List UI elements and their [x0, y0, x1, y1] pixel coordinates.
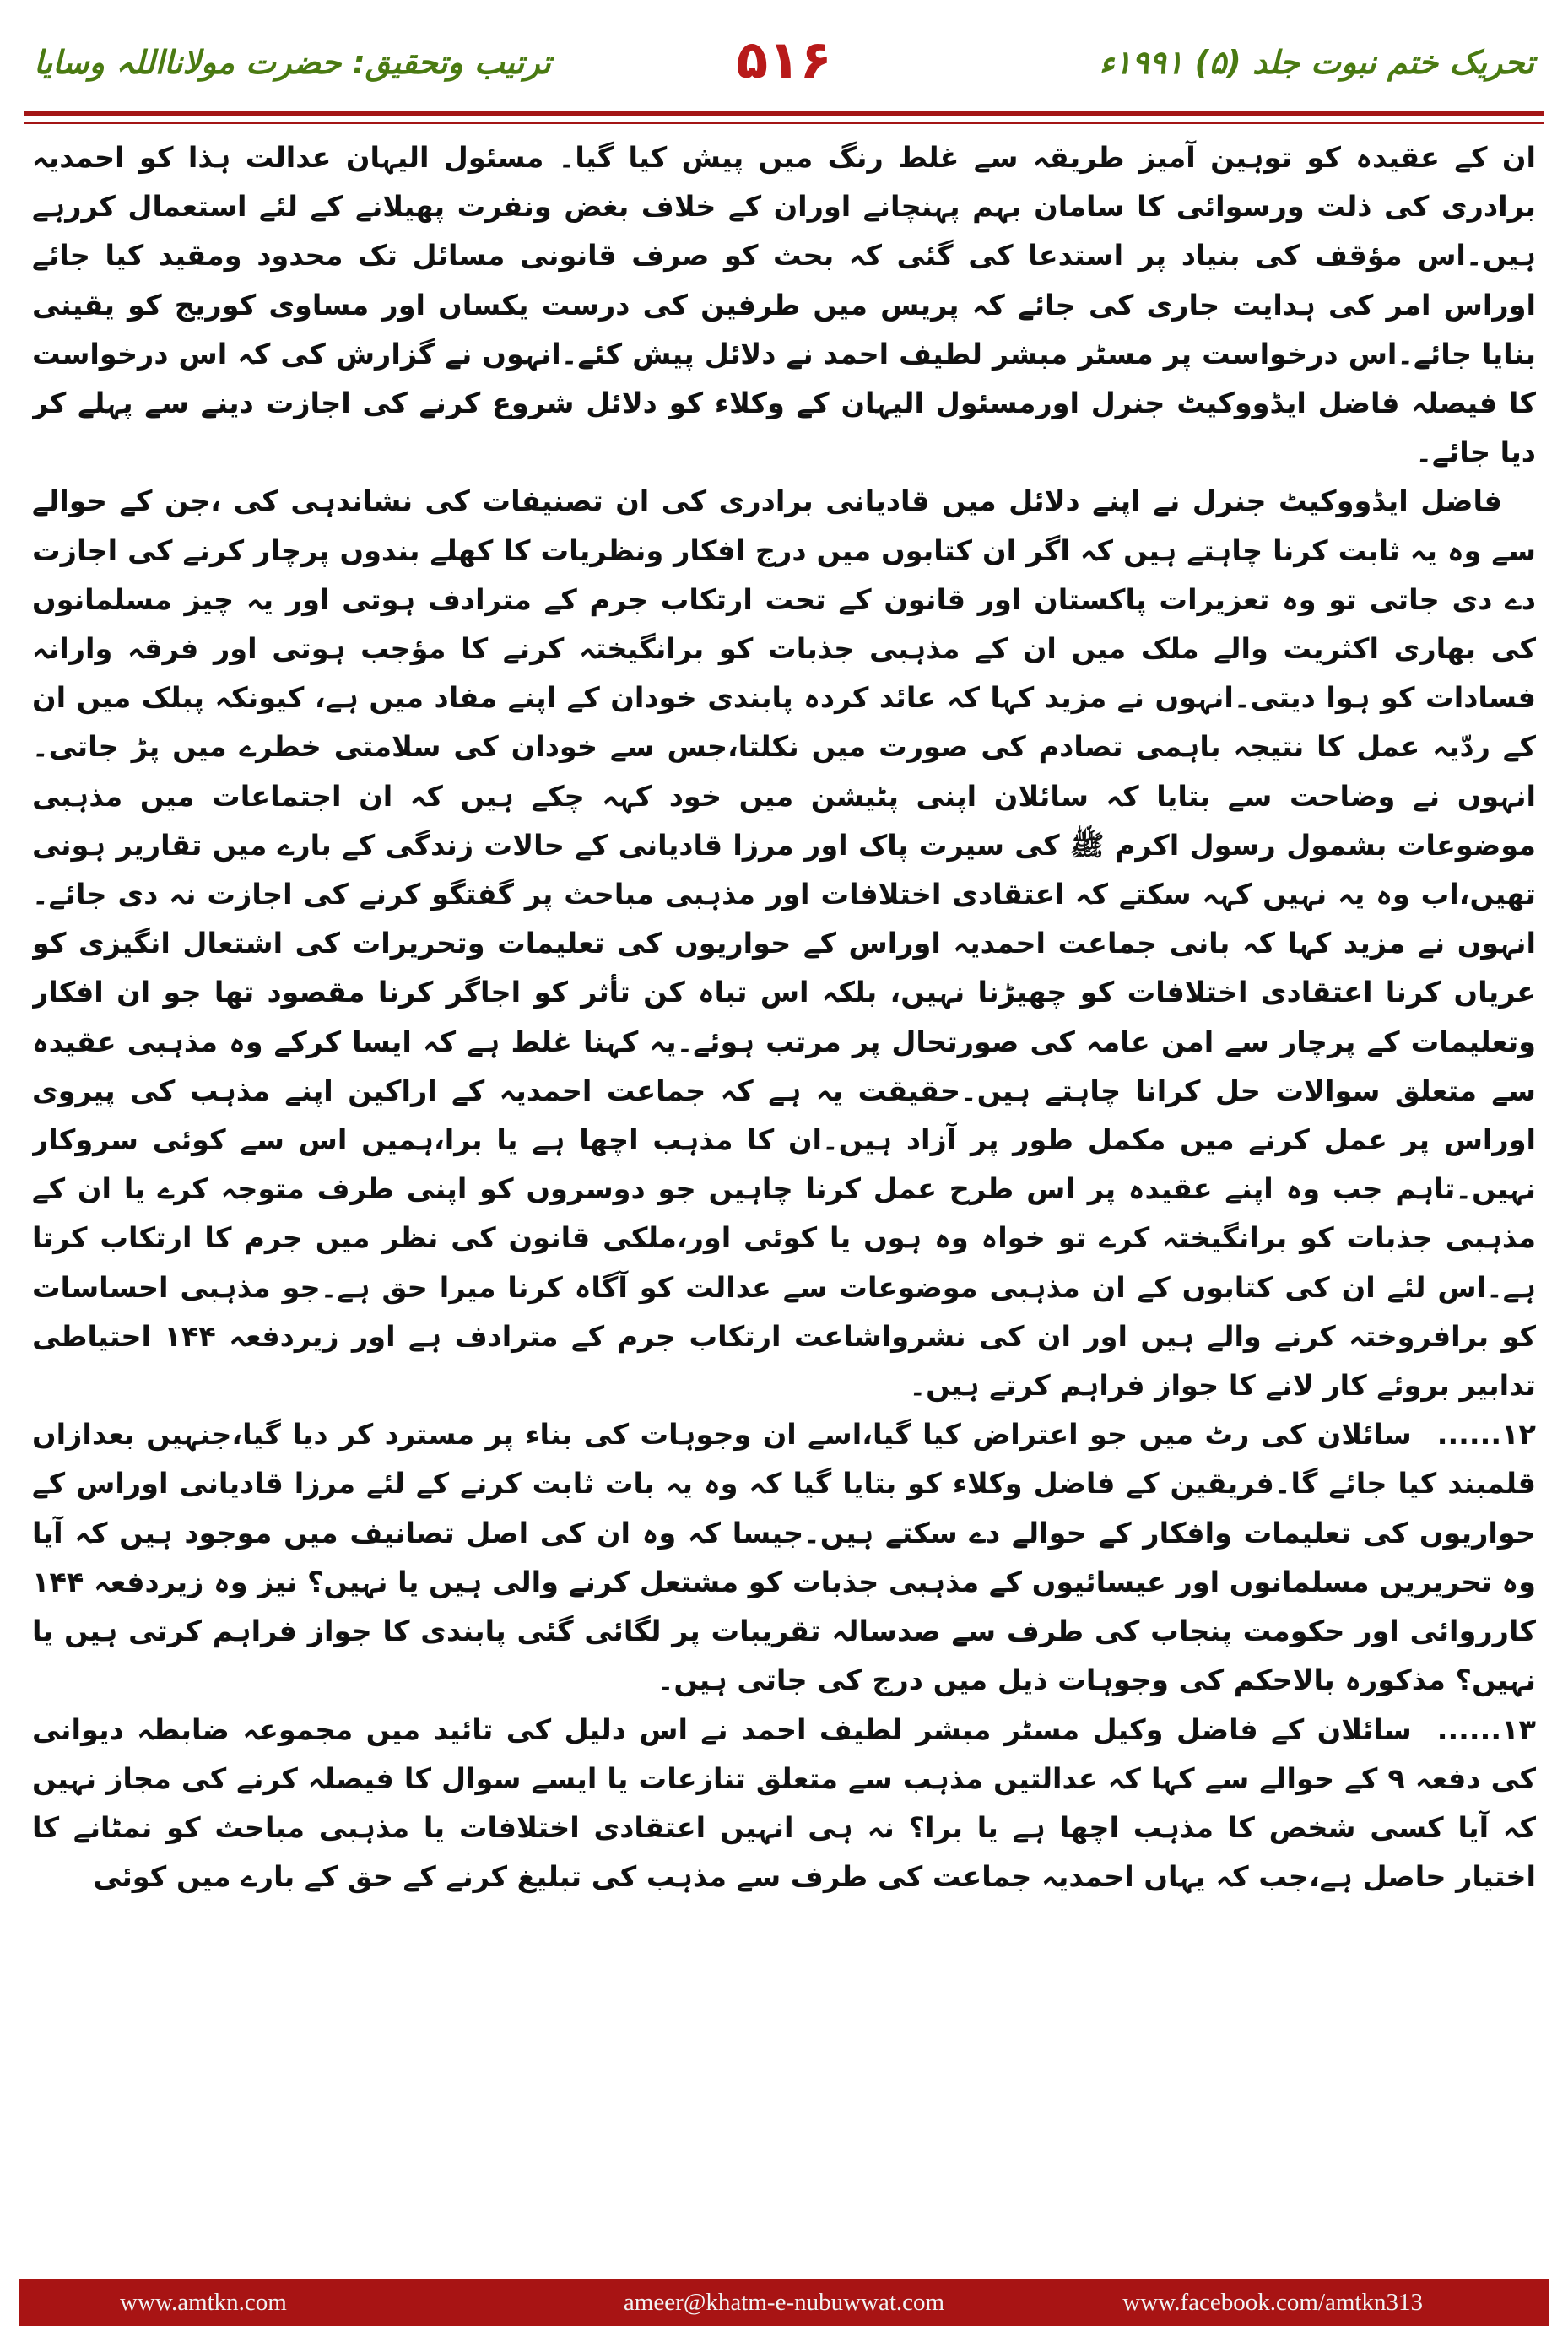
email-link[interactable]: ameer@khatm-e-nubuwwat.com [623, 2289, 945, 2316]
item-number: ۱۳...... [1436, 1712, 1536, 1746]
footer-bar [19, 2279, 1549, 2326]
page-number: ۵۱۶ [736, 29, 832, 90]
facebook-link[interactable]: www.facebook.com/amtkn313 [1122, 2289, 1423, 2316]
item-text: سائلان کے فاضل وکیل مسٹر مبشر لطیف احمد نے اس دلیل کی تائید میں مجموعہ ضابطہ دیوانی کی دفعہ ۹ کے حوالے سے کہا کہ عدالتیں مذہب سے متعلق تنازعات یا ایسے سوال کا فیصلہ کرنے کی مجاز نہیں کہ آیا کسی شخص کا مذہب اچھا ہے یا برا؟ نہ ہی انہیں اعتقادی اختلافات یا مذہبی مباحث کو نمٹانے کا اختیار حاصل ہے،جب کہ یہاں احمدیہ جماعت کی طرف سے مذہب کی تبلیغ کرنے کے حق کے بارے میں کوئی [32, 1712, 1536, 1894]
item-text: سائلان کی رٹ میں جو اعتراض کیا گیا،اسے ان وجوہات کی بناء پر مسترد کر دیا گیا،جنہیں بعدازاں قلمبند کیا جائے گا۔فریقین کے فاضل وکلاء کو بتایا گیا کہ وہ یہ بات ثابت کرنے کے لئے مرزا قادیانی اوراس کے حواریوں کی تعلیمات وافکار کے حوالے دے سکتے ہیں۔جیسا کہ وہ ان کی اصل تصانیف میں موجود ہیں کہ آیا وہ تحریریں مسلمانوں اور عیسائیوں کے مذہبی جذبات کو مشتعل کرنے والی ہیں یا نہیں؟ نیز وہ زیردفعہ ۱۴۴ کارروائی اور حکومت پنجاب کی طرف سے صدسالہ تقریبات پر لگائی گئی پابندی کا جواز فراہم کرتی ہیں یا نہیں؟ مذکورہ بالاحکم کی وجوہات ذیل میں درج کی جاتی ہیں۔ [32, 1418, 1536, 1697]
compiler-credit: ترتیب وتحقیق: حضرت مولانااللہ وسایا [34, 44, 551, 81]
paragraph-1: ان کے عقیدہ کو توہین آمیز طریقہ سے غلط رنگ میں پیش کیا گیا۔ مسئول الیہان عدالت ہذا کو احمدیہ برادری کی ذلت ورسوائی کا سامان بہم پہنچانے اوران کے خلاف بغض ونفرت پھیلانے کے لئے استعمال کررہے ہیں۔اس مؤقف کی بنیاد پر استدعا کی گئی کہ بحث کو صرف قانونی مسائل تک محدود ومقید کیا جائے اوراس امر کی ہدایت جاری کی جائے کہ پریس میں طرفین کی درست یکساں اور مساوی کوریج کو یقینی بنایا جائے۔اس درخواست پر مسٹر مبشر لطیف احمد نے دلائل پیش کئے۔انہوں نے گزارش کی کہ اس درخواست کا فیصلہ فاضل ایڈووکیٹ جنرل اورمسئول الیہان کے وکلاء کو دلائل شروع کرنے کی اجازت دینے سے پہلے کر دیا جائے۔ [32, 141, 1536, 469]
paragraph-2: فاضل ایڈووکیٹ جنرل نے اپنے دلائل میں قادیانی برادری کی ان تصنیفات کی نشاندہی کی ،جن کے حوالے سے وہ یہ ثابت کرنا چاہتے ہیں کہ اگر ان کتابوں میں درج افکار ونظریات کا کھلے بندوں پرچار کرنے کی اجازت دے دی جاتی تو وہ تعزیرات پاکستان اور قانون کے تحت ارتکاب جرم کے مترادف ہوتی اور یہ چیز مسلمانوں کی بھاری اکثریت والے ملک میں ان کے مذہبی جذبات کو برانگیختہ کرنے کا مؤجب ہوتی اور فرقہ وارانہ فسادات کو ہوا دیتی۔انہوں نے مزید کہا کہ عائد کردہ پابندی خودان کے اپنے مفاد میں ہے، کیونکہ پبلک میں ان کے ردّیہ عمل کا نتیجہ باہمی تصادم کی صورت میں نکلتا،جس سے خودان کی سلامتی خطرے میں پڑ جاتی۔انہوں نے وضاحت سے بتایا کہ سائلان اپنی پٹیشن میں خود کہہ چکے ہیں کہ ان اجتماعات میں مذہبی موضوعات بشمول رسول اکرم ﷺ کی سیرت پاک اور مرزا قادیانی کے حالات زندگی کے بارے میں تقاریر ہونی تھیں،اب وہ یہ نہیں کہہ سکتے کہ اعتقادی اختلافات اور مذہبی مباحث پر گفتگو کرنے کی اجازت نہ دی جائے۔انہوں نے مزید کہا کہ بانی جماعت احمدیہ اوراس کے حواریوں کی تعلیمات وتحریرات کی اشتعال انگیزی کو عریاں کرنا اعتقادی اختلافات کو چھیڑنا نہیں، بلکہ اس تباہ کن تأثر کو اجاگر کرنا مقصود تھا جو ان افکار وتعلیمات کے پرچار سے امن عامہ کی صورتحال پر مرتب ہوئے۔یہ کہنا غلط ہے کہ ایسا کرکے وہ مذہبی عقیدہ سے متعلق سوالات حل کرانا چاہتے ہیں۔حقیقت یہ ہے کہ جماعت احمدیہ کے اراکین اپنے مذہب کی پیروی اوراس پر عمل کرنے میں مکمل طور پر آزاد ہیں۔ان کا مذہب اچھا ہے یا برا،ہمیں اس سے کوئی سروکار نہیں۔تاہم جب وہ اپنے عقیدہ پر اس طرح عمل کرنا چاہیں جو دوسروں کو اپنی طرف متوجہ کرے یا ان کے مذہبی جذبات کو برانگیختہ کرے تو خواہ وہ ہوں یا کوئی اور،ملکی قانون کی نظر میں جرم کا ارتکاب کرتا ہے۔اس لئے ان کی کتابوں کے ان مذہبی موضوعات سے عدالت کو آگاہ کرنا میرا حق ہے۔جو مذہبی احساسات کو برافروختہ کرنے والے ہیں اور ان کی نشرواشاعت ارتکاب جرم کے مترادف ہے اور زیردفعہ ۱۴۴ احتیاطی تدابیر بروئے کار لانے کا جواز فراہم کرتے ہیں۔ [32, 484, 1536, 1403]
numbered-item-12 [32, 1410, 1536, 1705]
page-header [34, 24, 1534, 108]
page-body [32, 133, 1536, 2270]
header-rule [24, 111, 1544, 124]
numbered-item-13 [32, 1706, 1536, 1902]
item-number: ۱۲...... [1436, 1418, 1536, 1452]
website-link[interactable]: www.amtkn.com [120, 2289, 287, 2316]
book-title: تحریک ختم نبوت جلد (۵) ۱۹۹۱ء [1099, 44, 1534, 81]
